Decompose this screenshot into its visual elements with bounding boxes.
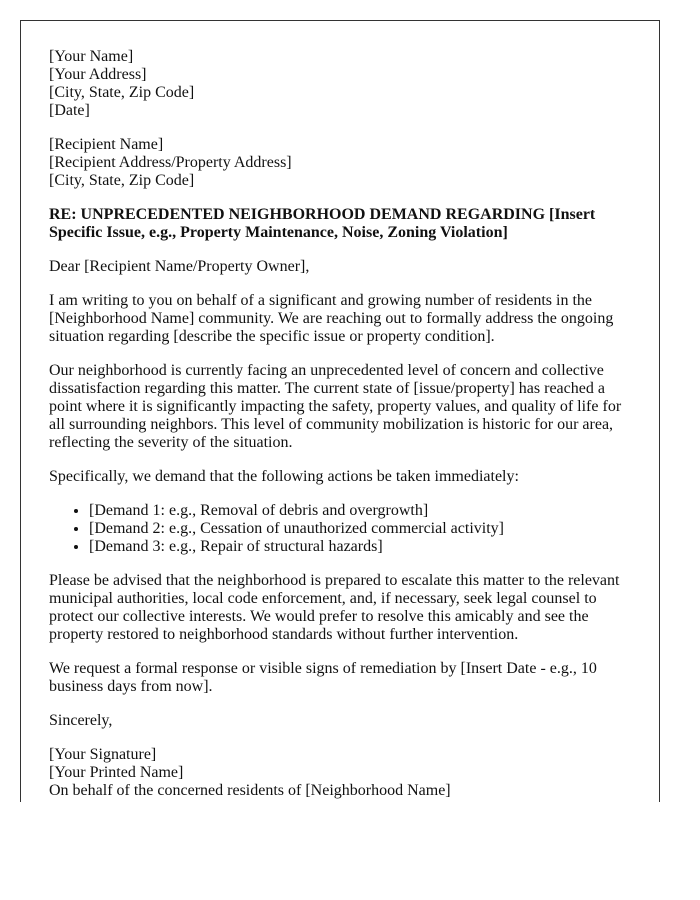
recipient-name: [Recipient Name] — [49, 136, 164, 153]
demand-item: • [Demand 2: e.g., Cessation of unauthorized commercial activity] — [89, 520, 639, 538]
valediction: Sincerely, — [49, 712, 113, 729]
subject-line: RE: UNPRECEDENTED NEIGHBORHOOD DEMAND REGARDING [Insert Specific Issue, e.g., Property Maintenance, Noise, Zoning Violation] — [49, 206, 596, 241]
letter-date: [Date] — [49, 102, 90, 119]
signature: [Your Signature] — [49, 746, 157, 763]
printed-name: [Your Printed Name] — [49, 764, 184, 781]
signature-block — [49, 746, 639, 800]
salutation: Dear [Recipient Name/Property Owner], — [49, 258, 310, 275]
letter-document — [20, 20, 660, 802]
body-paragraph-2: Our neighborhood is currently facing an unprecedented level of concern and collective dissatisfaction regarding this matter. The current state of [issue/property] has reached a point where it is significantly impacting the safety, property values, and quality of life for all surrounding neighbors. This level of community mobilization is historic for our area, reflecting the severity of the situation. — [49, 362, 622, 451]
sender-city-state-zip: [City, State, Zip Code] — [49, 84, 195, 101]
sender-name: [Your Name] — [49, 48, 134, 65]
demands-intro: Specifically, we demand that the following actions be taken immediately: — [49, 468, 519, 485]
recipient-block — [49, 136, 639, 190]
body-paragraph-4: We request a formal response or visible signs of remediation by [Insert Date - e.g., 10 business days from now]. — [49, 660, 597, 695]
demand-item: • [Demand 1: e.g., Removal of debris and overgrowth] — [89, 502, 639, 520]
demand-item: • [Demand 3: e.g., Repair of structural hazards] — [89, 538, 639, 556]
body-paragraph-3: Please be advised that the neighborhood is prepared to escalate this matter to the relevant municipal authorities, local code enforcement, and, if necessary, seek legal counsel to protect our collective interests. We would prefer to resolve this amicably and see the property restored to neighborhood standards without further intervention. — [49, 572, 620, 643]
sender-block — [49, 48, 639, 120]
recipient-city-state-zip: [City, State, Zip Code] — [49, 172, 195, 189]
on-behalf-line: On behalf of the concerned residents of [Neighborhood Name] — [49, 782, 451, 799]
body-paragraph-1: I am writing to you on behalf of a significant and growing number of residents in the [Neighborhood Name] community. We are reaching out to formally address the ongoing situation regarding [describe the specific issue or property condition]. — [49, 292, 614, 345]
demands-list — [49, 502, 639, 556]
sender-address: [Your Address] — [49, 66, 147, 83]
recipient-address: [Recipient Address/Property Address] — [49, 154, 292, 171]
